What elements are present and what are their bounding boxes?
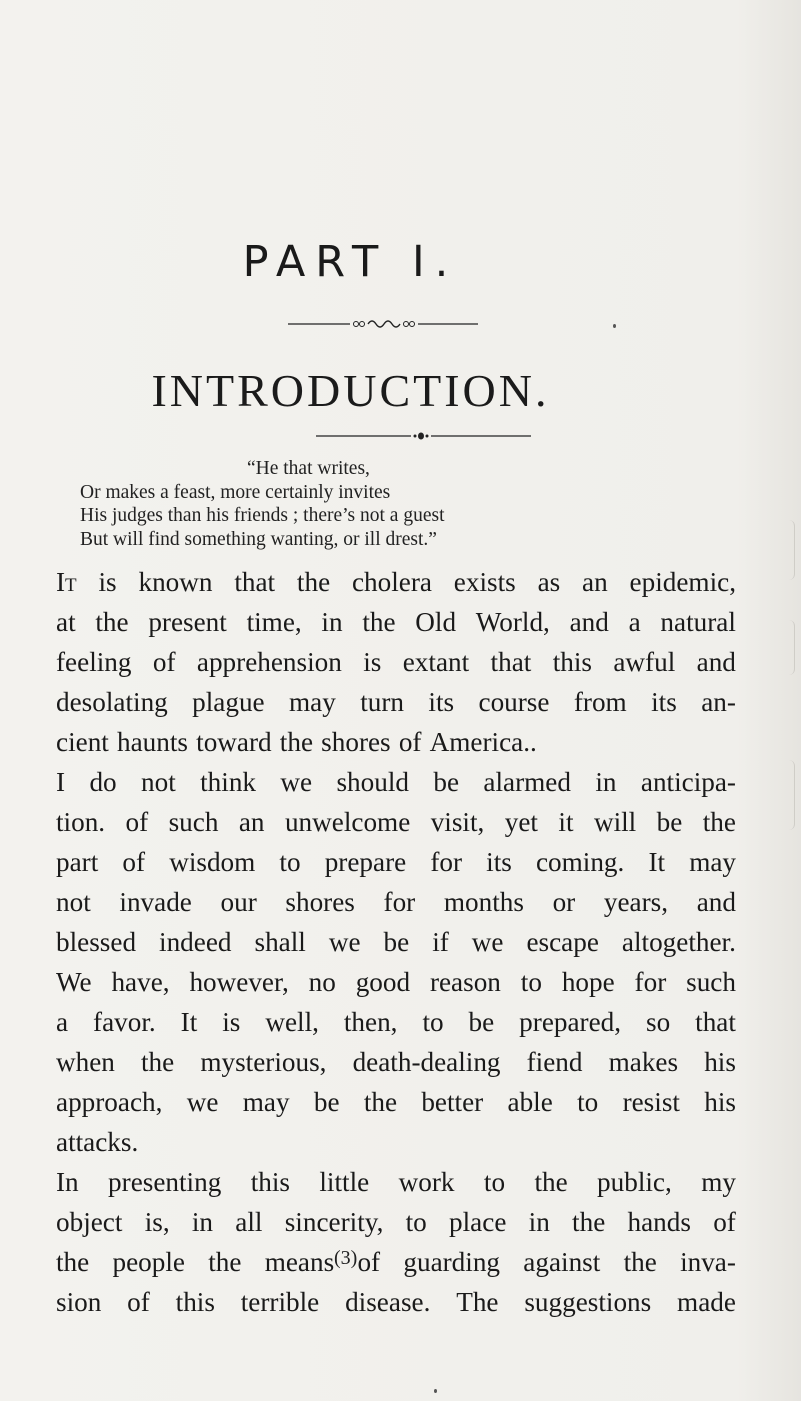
ink-speck xyxy=(613,324,616,328)
word: be xyxy=(383,927,410,957)
word: toward xyxy=(196,727,272,757)
word: to xyxy=(483,1167,506,1197)
epigraph-line: His judges than his friends ; there’s not a guest xyxy=(80,505,445,526)
word: shores xyxy=(321,727,391,757)
word: we xyxy=(471,927,504,957)
word: be xyxy=(656,807,683,837)
word: disease. xyxy=(345,1287,431,1317)
word: all xyxy=(235,1207,263,1237)
word: blessed xyxy=(56,927,137,957)
text-line xyxy=(56,642,736,682)
word: part xyxy=(56,847,99,877)
word: not xyxy=(141,767,176,797)
word: of xyxy=(122,847,146,877)
word: to xyxy=(405,1207,427,1237)
text-line xyxy=(56,1162,736,1202)
word: months xyxy=(443,887,524,917)
word: and xyxy=(569,607,609,637)
word: to xyxy=(520,967,542,997)
word: we xyxy=(186,1087,219,1117)
word: present xyxy=(148,607,227,637)
word: desolating xyxy=(56,687,168,717)
word: for xyxy=(634,967,667,997)
word: to xyxy=(279,847,301,877)
word: hands xyxy=(627,1207,691,1237)
word: may xyxy=(242,1087,290,1117)
text-line xyxy=(56,562,736,602)
word: or xyxy=(552,887,576,917)
word: plague xyxy=(192,687,265,717)
word: the xyxy=(362,607,396,637)
body-text xyxy=(56,562,736,1322)
word: if xyxy=(432,927,449,957)
word: public, xyxy=(597,1167,672,1197)
text-line xyxy=(56,882,736,922)
word: epidemic, xyxy=(629,567,736,597)
word: its xyxy=(428,687,455,717)
page-edge-shadow xyxy=(784,520,795,580)
word: approach, xyxy=(56,1087,163,1117)
word: suggestions xyxy=(524,1287,652,1317)
word: against xyxy=(523,1247,601,1277)
word: altogether. xyxy=(621,927,736,957)
word: indeed xyxy=(159,927,232,957)
word: We xyxy=(56,967,92,997)
word: I xyxy=(56,767,66,797)
text-line xyxy=(56,762,736,802)
word: haunts xyxy=(117,727,188,757)
word: better xyxy=(421,1087,484,1117)
word: as xyxy=(537,567,561,597)
word: an xyxy=(582,567,608,597)
word: our xyxy=(220,887,257,917)
word: so xyxy=(646,1007,671,1037)
text-line xyxy=(56,1122,736,1162)
word: inva- xyxy=(680,1247,736,1277)
word: awful xyxy=(613,647,676,677)
word: cholera xyxy=(351,567,432,597)
text-line xyxy=(56,1242,736,1282)
word: think xyxy=(200,767,257,797)
word: coming. xyxy=(535,847,625,877)
word: such xyxy=(168,807,219,837)
word: its xyxy=(486,847,512,877)
word: of xyxy=(357,1247,381,1277)
word: for xyxy=(383,887,416,917)
word: shall xyxy=(254,927,306,957)
epigraph-line: But will find something wanting, or ill drest.” xyxy=(80,528,437,550)
word: known xyxy=(138,567,213,597)
word: natural xyxy=(660,607,736,637)
page-edge-shadow xyxy=(784,620,795,675)
text-line xyxy=(56,1082,736,1122)
word: prepare xyxy=(324,847,407,877)
epigraph-quote xyxy=(80,457,700,551)
word: the xyxy=(95,607,129,637)
part-heading: PART I. xyxy=(242,237,459,287)
word: Old xyxy=(415,607,457,637)
word: for xyxy=(430,847,463,877)
word: the xyxy=(363,1087,398,1117)
word: of xyxy=(125,807,149,837)
word: to xyxy=(422,1007,444,1037)
word: extant xyxy=(402,647,470,677)
word: death-dealing xyxy=(352,1047,501,1077)
word: invade xyxy=(119,887,192,917)
word: an- xyxy=(701,687,736,717)
text-line xyxy=(56,722,736,762)
text-line xyxy=(56,1282,736,1322)
ornament-divider xyxy=(288,318,488,330)
word: this xyxy=(552,647,592,677)
word: will xyxy=(593,807,637,837)
word: reason xyxy=(429,967,501,997)
chapter-heading: INTRODUCTION. xyxy=(151,365,550,416)
word: able xyxy=(507,1087,553,1117)
word: in xyxy=(191,1207,214,1237)
word: alarmed xyxy=(483,767,571,797)
epigraph-line: Or makes a feast, more certainly invites xyxy=(80,481,391,503)
word: tion. xyxy=(56,807,106,837)
word: in xyxy=(321,607,343,637)
text-line xyxy=(56,842,736,882)
text-line xyxy=(56,802,736,842)
word: a xyxy=(56,1007,69,1037)
word: well, xyxy=(265,1007,319,1037)
word: America.. xyxy=(429,727,537,757)
word: have, xyxy=(111,967,170,997)
word: The xyxy=(456,1287,499,1317)
word: is xyxy=(222,1007,241,1037)
word: of xyxy=(127,1287,150,1317)
word: cient xyxy=(56,727,109,757)
word: In xyxy=(56,1167,79,1197)
word: exists xyxy=(453,567,516,597)
word: terrible xyxy=(240,1287,320,1317)
word: place xyxy=(449,1207,507,1237)
word: World, xyxy=(475,607,550,637)
word: we xyxy=(280,767,313,797)
word: and xyxy=(696,887,736,917)
word: to xyxy=(577,1087,599,1117)
word: no xyxy=(308,967,336,997)
word: anticipa- xyxy=(640,767,736,797)
word: object xyxy=(56,1207,123,1237)
word: feeling xyxy=(56,647,132,677)
word: people xyxy=(112,1247,185,1277)
word: this xyxy=(250,1167,290,1197)
word: that xyxy=(490,647,532,677)
word: in xyxy=(595,767,617,797)
word: sincerity, xyxy=(284,1207,384,1237)
word: work xyxy=(398,1167,455,1197)
word: the xyxy=(208,1247,242,1277)
text-line xyxy=(56,1042,736,1082)
word: at xyxy=(56,607,76,637)
word: do xyxy=(89,767,117,797)
word: that xyxy=(695,1007,736,1037)
word: prepared, xyxy=(519,1007,622,1037)
word: means xyxy=(264,1247,335,1277)
word: and xyxy=(696,647,736,677)
word: be xyxy=(313,1087,340,1117)
epigraph-line: “He that writes, xyxy=(247,458,370,479)
word: presenting xyxy=(108,1167,222,1197)
word: be xyxy=(468,1007,495,1037)
word: visit, xyxy=(430,807,485,837)
word: may xyxy=(289,687,336,717)
word: of xyxy=(152,647,176,677)
word: this xyxy=(175,1287,215,1317)
word: from xyxy=(573,687,627,717)
text-line xyxy=(56,682,736,722)
word: attacks. xyxy=(56,1127,139,1157)
ink-speck xyxy=(434,1389,437,1393)
word: the xyxy=(572,1207,606,1237)
word: its xyxy=(651,687,677,717)
word: of xyxy=(398,727,422,757)
word: resist xyxy=(622,1087,680,1117)
word: however, xyxy=(189,967,289,997)
word: that xyxy=(234,567,276,597)
word: the xyxy=(623,1247,657,1277)
section-rule xyxy=(316,432,531,440)
word: time, xyxy=(246,607,302,637)
word: an xyxy=(238,807,265,837)
word: a xyxy=(628,607,641,637)
word: mysterious, xyxy=(200,1047,327,1077)
word: the xyxy=(56,1247,90,1277)
word: the xyxy=(702,807,736,837)
word: the xyxy=(296,567,331,597)
word: not xyxy=(56,887,91,917)
word: shores xyxy=(285,887,355,917)
word: guarding xyxy=(403,1247,501,1277)
word: of xyxy=(713,1207,736,1237)
word: unwelcome xyxy=(284,807,411,837)
word: wisdom xyxy=(169,847,256,877)
word: in xyxy=(528,1207,550,1237)
word: should xyxy=(336,767,409,797)
word: It xyxy=(180,1007,198,1037)
word: his xyxy=(704,1047,736,1077)
word: his xyxy=(704,1087,736,1117)
word: yet xyxy=(504,807,538,837)
word: is, xyxy=(144,1207,170,1237)
word: hope xyxy=(561,967,615,997)
word: turn xyxy=(360,687,405,717)
word: years, xyxy=(603,887,669,917)
text-line xyxy=(56,1002,736,1042)
word: the xyxy=(141,1047,175,1077)
word: when xyxy=(56,1047,115,1077)
word: the xyxy=(534,1167,568,1197)
word: such xyxy=(686,967,736,997)
page-edge-shadow xyxy=(784,760,795,830)
word: made xyxy=(677,1287,736,1317)
word: is xyxy=(98,567,117,597)
text-line xyxy=(56,962,736,1002)
word: is xyxy=(363,647,382,677)
word: the xyxy=(279,727,314,757)
word: escape xyxy=(526,927,599,957)
word: It xyxy=(56,567,77,597)
text-line xyxy=(56,1202,736,1242)
word: favor. xyxy=(93,1007,156,1037)
word: little xyxy=(319,1167,370,1197)
text-line xyxy=(56,602,736,642)
word: course xyxy=(478,687,550,717)
word: good xyxy=(355,967,411,997)
word: sion xyxy=(56,1287,102,1317)
page-number: (3) xyxy=(334,1247,358,1269)
word: apprehension xyxy=(196,647,342,677)
word: It xyxy=(648,847,666,877)
word: my xyxy=(701,1167,736,1197)
word: fiend xyxy=(526,1047,583,1077)
word: makes xyxy=(608,1047,679,1077)
word: we xyxy=(328,927,361,957)
word: may xyxy=(689,847,736,877)
word: be xyxy=(433,767,460,797)
word: it xyxy=(558,807,574,837)
word: then, xyxy=(343,1007,398,1037)
text-line xyxy=(56,922,736,962)
